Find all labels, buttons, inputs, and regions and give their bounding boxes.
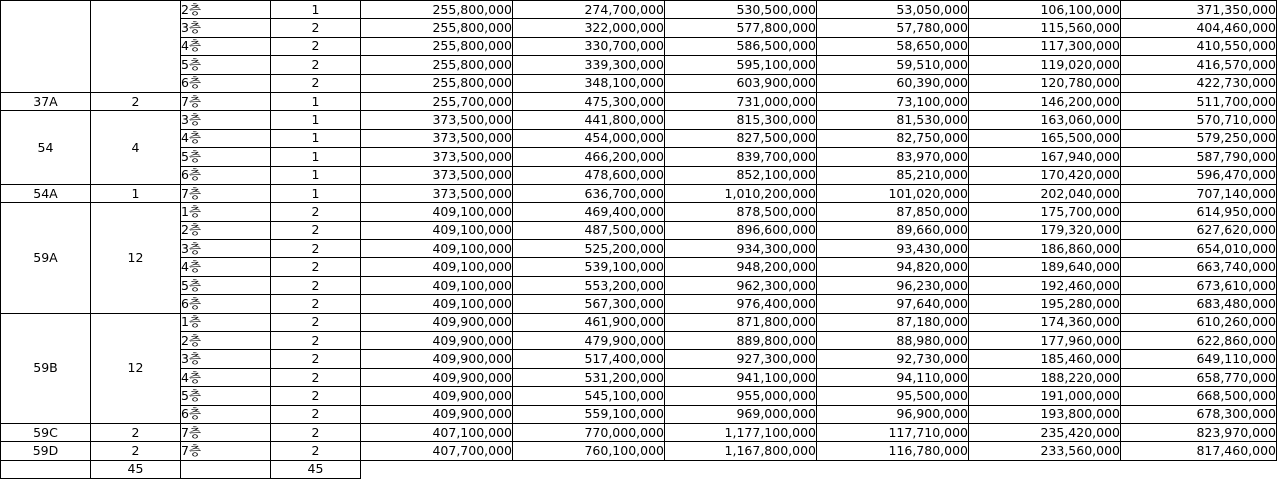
building-price-cell: 553,200,000 xyxy=(513,276,665,294)
total-price-cell: 889,800,000 xyxy=(665,332,817,350)
land-price-cell: 407,100,000 xyxy=(361,423,513,441)
total-price-cell: 871,800,000 xyxy=(665,313,817,331)
total-price-cell: 827,500,000 xyxy=(665,129,817,147)
balance-payment-cell: 587,790,000 xyxy=(1121,148,1277,166)
middle-payment-cell: 106,100,000 xyxy=(969,1,1121,19)
floor-cell: 7층 xyxy=(181,442,271,460)
units-cell: 2 xyxy=(271,405,361,423)
table-row xyxy=(1,148,1277,166)
contract-payment-cell: 93,430,000 xyxy=(817,240,969,258)
contract-payment-cell: 89,660,000 xyxy=(817,221,969,239)
contract-payment-cell: 87,850,000 xyxy=(817,203,969,221)
middle-payment-cell: 191,000,000 xyxy=(969,387,1121,405)
middle-payment-cell: 233,560,000 xyxy=(969,442,1121,460)
land-price-cell: 407,700,000 xyxy=(361,442,513,460)
type-cell: 59C xyxy=(1,423,91,441)
units-cell: 1 xyxy=(271,129,361,147)
type-cell: 59B xyxy=(1,313,91,423)
table-row xyxy=(1,368,1277,386)
contract-payment-cell: 94,110,000 xyxy=(817,368,969,386)
count-cell: 1 xyxy=(91,184,181,202)
units-cell: 1 xyxy=(271,148,361,166)
building-price-cell: 760,100,000 xyxy=(513,442,665,460)
contract-payment-cell: 97,640,000 xyxy=(817,295,969,313)
type-cell xyxy=(1,1,91,93)
units-cell: 1 xyxy=(271,166,361,184)
total-price-cell: 955,000,000 xyxy=(665,387,817,405)
balance-payment-cell: 627,620,000 xyxy=(1121,221,1277,239)
floor-cell: 5층 xyxy=(181,56,271,74)
balance-payment-cell: 707,140,000 xyxy=(1121,184,1277,202)
units-cell: 2 xyxy=(271,313,361,331)
building-price-cell: 330,700,000 xyxy=(513,37,665,55)
building-price-cell: 770,000,000 xyxy=(513,423,665,441)
balance-payment-cell: 416,570,000 xyxy=(1121,56,1277,74)
count-cell: 2 xyxy=(91,92,181,110)
contract-payment-cell: 96,900,000 xyxy=(817,405,969,423)
units-cell: 1 xyxy=(271,1,361,19)
land-price-cell: 255,800,000 xyxy=(361,19,513,37)
type-cell: 37A xyxy=(1,92,91,110)
table-row xyxy=(1,387,1277,405)
count-cell: 2 xyxy=(91,442,181,460)
building-price-cell: 469,400,000 xyxy=(513,203,665,221)
balance-payment-cell: 570,710,000 xyxy=(1121,111,1277,129)
building-price-cell: 636,700,000 xyxy=(513,184,665,202)
floor-cell: 5층 xyxy=(181,276,271,294)
land-price-cell: 255,800,000 xyxy=(361,1,513,19)
contract-payment-cell: 59,510,000 xyxy=(817,56,969,74)
total-price-cell: 731,000,000 xyxy=(665,92,817,110)
total-label-cell xyxy=(1,460,91,478)
land-price-cell: 409,100,000 xyxy=(361,221,513,239)
total-price-cell: 969,000,000 xyxy=(665,405,817,423)
middle-payment-cell: 195,280,000 xyxy=(969,295,1121,313)
balance-payment-cell: 823,970,000 xyxy=(1121,423,1277,441)
building-price-cell: 531,200,000 xyxy=(513,368,665,386)
count-cell: 4 xyxy=(91,111,181,185)
contract-payment-cell: 116,780,000 xyxy=(817,442,969,460)
balance-payment-cell: 668,500,000 xyxy=(1121,387,1277,405)
floor-cell: 5층 xyxy=(181,387,271,405)
table-row xyxy=(1,37,1277,55)
units-cell: 2 xyxy=(271,295,361,313)
total-price-cell: 815,300,000 xyxy=(665,111,817,129)
contract-payment-cell: 60,390,000 xyxy=(817,74,969,92)
total-price-cell: 1,177,100,000 xyxy=(665,423,817,441)
floor-cell: 4층 xyxy=(181,258,271,276)
total-row xyxy=(1,460,1277,478)
land-price-cell: 255,800,000 xyxy=(361,37,513,55)
contract-payment-cell: 83,970,000 xyxy=(817,148,969,166)
middle-payment-cell: 202,040,000 xyxy=(969,184,1121,202)
balance-payment-cell: 673,610,000 xyxy=(1121,276,1277,294)
contract-payment-cell: 82,750,000 xyxy=(817,129,969,147)
middle-payment-cell: 188,220,000 xyxy=(969,368,1121,386)
floor-cell: 2층 xyxy=(181,1,271,19)
balance-payment-cell: 404,460,000 xyxy=(1121,19,1277,37)
units-cell: 2 xyxy=(271,350,361,368)
table-row xyxy=(1,313,1277,331)
building-price-cell: 487,500,000 xyxy=(513,221,665,239)
building-price-cell: 567,300,000 xyxy=(513,295,665,313)
units-cell: 1 xyxy=(271,184,361,202)
count-cell xyxy=(91,1,181,93)
land-price-cell: 409,100,000 xyxy=(361,240,513,258)
contract-payment-cell: 88,980,000 xyxy=(817,332,969,350)
floor-cell: 4층 xyxy=(181,368,271,386)
total-price-cell: 577,800,000 xyxy=(665,19,817,37)
units-cell: 2 xyxy=(271,276,361,294)
floor-cell: 7층 xyxy=(181,423,271,441)
building-price-cell: 559,100,000 xyxy=(513,405,665,423)
table-row xyxy=(1,258,1277,276)
contract-payment-cell: 53,050,000 xyxy=(817,1,969,19)
building-price-cell: 348,100,000 xyxy=(513,74,665,92)
type-cell: 59A xyxy=(1,203,91,313)
land-price-cell: 409,900,000 xyxy=(361,405,513,423)
count-cell: 12 xyxy=(91,313,181,423)
land-price-cell: 255,800,000 xyxy=(361,74,513,92)
total-price-cell: 852,100,000 xyxy=(665,166,817,184)
middle-payment-cell: 193,800,000 xyxy=(969,405,1121,423)
land-price-cell: 409,900,000 xyxy=(361,350,513,368)
land-price-cell: 409,900,000 xyxy=(361,313,513,331)
contract-payment-cell: 117,710,000 xyxy=(817,423,969,441)
land-price-cell: 409,100,000 xyxy=(361,258,513,276)
floor-cell: 6층 xyxy=(181,74,271,92)
balance-payment-cell: 511,700,000 xyxy=(1121,92,1277,110)
floor-cell: 1층 xyxy=(181,203,271,221)
total-price-cell: 962,300,000 xyxy=(665,276,817,294)
floor-cell: 6층 xyxy=(181,295,271,313)
balance-payment-cell: 579,250,000 xyxy=(1121,129,1277,147)
table-row xyxy=(1,442,1277,460)
middle-payment-cell: 185,460,000 xyxy=(969,350,1121,368)
balance-payment-cell: 371,350,000 xyxy=(1121,1,1277,19)
total-price-cell: 530,500,000 xyxy=(665,1,817,19)
building-price-cell: 466,200,000 xyxy=(513,148,665,166)
units-cell: 2 xyxy=(271,258,361,276)
count-cell: 12 xyxy=(91,203,181,313)
floor-cell: 3층 xyxy=(181,19,271,37)
building-price-cell: 339,300,000 xyxy=(513,56,665,74)
total-price-cell: 603,900,000 xyxy=(665,74,817,92)
type-cell: 54 xyxy=(1,111,91,185)
table-row xyxy=(1,166,1277,184)
floor-cell: 3층 xyxy=(181,111,271,129)
units-cell: 1 xyxy=(271,111,361,129)
land-price-cell: 255,800,000 xyxy=(361,56,513,74)
units-cell: 2 xyxy=(271,332,361,350)
contract-payment-cell: 94,820,000 xyxy=(817,258,969,276)
units-cell: 2 xyxy=(271,368,361,386)
total-count-cell: 45 xyxy=(91,460,181,478)
total-price-cell: 595,100,000 xyxy=(665,56,817,74)
land-price-cell: 409,900,000 xyxy=(361,387,513,405)
table-row xyxy=(1,92,1277,110)
floor-cell: 6층 xyxy=(181,166,271,184)
total-floor-cell xyxy=(181,460,271,478)
middle-payment-cell: 175,700,000 xyxy=(969,203,1121,221)
middle-payment-cell: 189,640,000 xyxy=(969,258,1121,276)
land-price-cell: 409,100,000 xyxy=(361,203,513,221)
total-price-cell: 586,500,000 xyxy=(665,37,817,55)
type-cell: 59D xyxy=(1,442,91,460)
floor-cell: 4층 xyxy=(181,129,271,147)
total-price-cell: 1,167,800,000 xyxy=(665,442,817,460)
table-row xyxy=(1,203,1277,221)
balance-payment-cell: 649,110,000 xyxy=(1121,350,1277,368)
floor-cell: 3층 xyxy=(181,350,271,368)
total-units-cell: 45 xyxy=(271,460,361,478)
units-cell: 2 xyxy=(271,387,361,405)
table-row xyxy=(1,423,1277,441)
middle-payment-cell: 179,320,000 xyxy=(969,221,1121,239)
total-price-cell: 878,500,000 xyxy=(665,203,817,221)
building-price-cell: 478,600,000 xyxy=(513,166,665,184)
middle-payment-cell: 177,960,000 xyxy=(969,332,1121,350)
table-row xyxy=(1,1,1277,19)
middle-payment-cell: 115,560,000 xyxy=(969,19,1121,37)
middle-payment-cell: 163,060,000 xyxy=(969,111,1121,129)
floor-cell: 2층 xyxy=(181,332,271,350)
contract-payment-cell: 95,500,000 xyxy=(817,387,969,405)
units-cell: 2 xyxy=(271,442,361,460)
balance-payment-cell: 817,460,000 xyxy=(1121,442,1277,460)
total-price-cell: 1,010,200,000 xyxy=(665,184,817,202)
floor-cell: 5층 xyxy=(181,148,271,166)
balance-payment-cell: 610,260,000 xyxy=(1121,313,1277,331)
middle-payment-cell: 174,360,000 xyxy=(969,313,1121,331)
building-price-cell: 539,100,000 xyxy=(513,258,665,276)
table-row xyxy=(1,295,1277,313)
total-price-cell: 976,400,000 xyxy=(665,295,817,313)
type-cell: 54A xyxy=(1,184,91,202)
total-price-cell: 934,300,000 xyxy=(665,240,817,258)
table-row xyxy=(1,350,1277,368)
balance-payment-cell: 658,770,000 xyxy=(1121,368,1277,386)
balance-payment-cell: 596,470,000 xyxy=(1121,166,1277,184)
contract-payment-cell: 92,730,000 xyxy=(817,350,969,368)
table-row xyxy=(1,19,1277,37)
building-price-cell: 517,400,000 xyxy=(513,350,665,368)
total-price-cell: 948,200,000 xyxy=(665,258,817,276)
land-price-cell: 409,900,000 xyxy=(361,368,513,386)
balance-payment-cell: 410,550,000 xyxy=(1121,37,1277,55)
units-cell: 1 xyxy=(271,92,361,110)
land-price-cell: 409,100,000 xyxy=(361,276,513,294)
units-cell: 2 xyxy=(271,37,361,55)
building-price-cell: 461,900,000 xyxy=(513,313,665,331)
units-cell: 2 xyxy=(271,74,361,92)
building-price-cell: 475,300,000 xyxy=(513,92,665,110)
middle-payment-cell: 119,020,000 xyxy=(969,56,1121,74)
units-cell: 2 xyxy=(271,203,361,221)
table-row xyxy=(1,111,1277,129)
floor-cell: 7층 xyxy=(181,92,271,110)
table-row xyxy=(1,129,1277,147)
floor-cell: 1층 xyxy=(181,313,271,331)
floor-cell: 3층 xyxy=(181,240,271,258)
middle-payment-cell: 117,300,000 xyxy=(969,37,1121,55)
units-cell: 2 xyxy=(271,221,361,239)
middle-payment-cell: 165,500,000 xyxy=(969,129,1121,147)
building-price-cell: 525,200,000 xyxy=(513,240,665,258)
contract-payment-cell: 101,020,000 xyxy=(817,184,969,202)
building-price-cell: 479,900,000 xyxy=(513,332,665,350)
total-price-cell: 896,600,000 xyxy=(665,221,817,239)
units-cell: 2 xyxy=(271,423,361,441)
building-price-cell: 454,000,000 xyxy=(513,129,665,147)
contract-payment-cell: 87,180,000 xyxy=(817,313,969,331)
floor-cell: 6층 xyxy=(181,405,271,423)
land-price-cell: 373,500,000 xyxy=(361,166,513,184)
middle-payment-cell: 186,860,000 xyxy=(969,240,1121,258)
total-empty-cell xyxy=(361,460,1277,478)
count-cell: 2 xyxy=(91,423,181,441)
land-price-cell: 409,100,000 xyxy=(361,295,513,313)
land-price-cell: 373,500,000 xyxy=(361,129,513,147)
contract-payment-cell: 58,650,000 xyxy=(817,37,969,55)
table-row xyxy=(1,56,1277,74)
contract-payment-cell: 96,230,000 xyxy=(817,276,969,294)
balance-payment-cell: 622,860,000 xyxy=(1121,332,1277,350)
land-price-cell: 373,500,000 xyxy=(361,148,513,166)
balance-payment-cell: 663,740,000 xyxy=(1121,258,1277,276)
building-price-cell: 322,000,000 xyxy=(513,19,665,37)
total-price-cell: 927,300,000 xyxy=(665,350,817,368)
land-price-cell: 373,500,000 xyxy=(361,184,513,202)
middle-payment-cell: 192,460,000 xyxy=(969,276,1121,294)
total-price-cell: 839,700,000 xyxy=(665,148,817,166)
floor-cell: 7층 xyxy=(181,184,271,202)
contract-payment-cell: 81,530,000 xyxy=(817,111,969,129)
table-row xyxy=(1,221,1277,239)
land-price-cell: 409,900,000 xyxy=(361,332,513,350)
balance-payment-cell: 614,950,000 xyxy=(1121,203,1277,221)
total-price-cell: 941,100,000 xyxy=(665,368,817,386)
middle-payment-cell: 120,780,000 xyxy=(969,74,1121,92)
table-row xyxy=(1,74,1277,92)
middle-payment-cell: 235,420,000 xyxy=(969,423,1121,441)
middle-payment-cell: 170,420,000 xyxy=(969,166,1121,184)
units-cell: 2 xyxy=(271,240,361,258)
contract-payment-cell: 73,100,000 xyxy=(817,92,969,110)
table-body xyxy=(1,1,1277,461)
balance-payment-cell: 683,480,000 xyxy=(1121,295,1277,313)
table-row xyxy=(1,184,1277,202)
table-row xyxy=(1,332,1277,350)
contract-payment-cell: 57,780,000 xyxy=(817,19,969,37)
units-cell: 2 xyxy=(271,19,361,37)
middle-payment-cell: 167,940,000 xyxy=(969,148,1121,166)
building-price-cell: 545,100,000 xyxy=(513,387,665,405)
land-price-cell: 255,700,000 xyxy=(361,92,513,110)
land-price-cell: 373,500,000 xyxy=(361,111,513,129)
contract-payment-cell: 85,210,000 xyxy=(817,166,969,184)
balance-payment-cell: 654,010,000 xyxy=(1121,240,1277,258)
table-row xyxy=(1,240,1277,258)
units-cell: 2 xyxy=(271,56,361,74)
balance-payment-cell: 422,730,000 xyxy=(1121,74,1277,92)
table-row xyxy=(1,276,1277,294)
middle-payment-cell: 146,200,000 xyxy=(969,92,1121,110)
floor-cell: 4층 xyxy=(181,37,271,55)
balance-payment-cell: 678,300,000 xyxy=(1121,405,1277,423)
building-price-cell: 441,800,000 xyxy=(513,111,665,129)
table-row xyxy=(1,405,1277,423)
building-price-cell: 274,700,000 xyxy=(513,1,665,19)
floor-cell: 2층 xyxy=(181,221,271,239)
